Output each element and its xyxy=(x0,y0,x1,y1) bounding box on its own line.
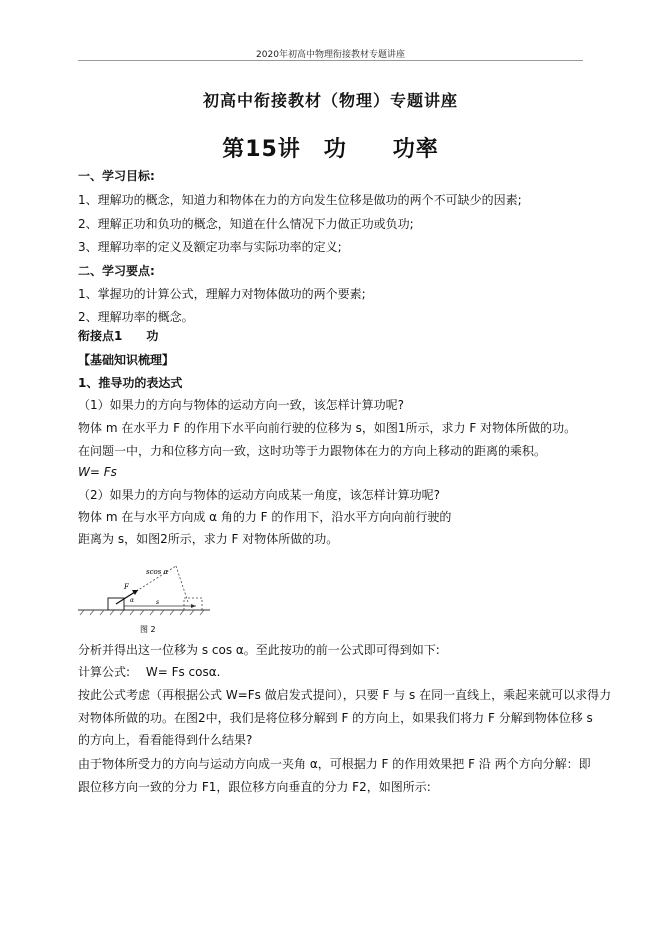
label-s: s xyxy=(156,599,160,606)
subsection-heading: 衔接点1 功 xyxy=(78,329,159,343)
text-line: 2、理解功率的概念。 xyxy=(78,310,194,324)
label-F: F xyxy=(124,583,129,591)
text-line: 物体 m 在水平力 F 的作用下水平向前行驶的位移为 s，如图1所示，求力 F 对物体所做的功。 xyxy=(78,421,577,435)
text-line: 的方向上，看看能得到什么结果? xyxy=(78,733,253,747)
block-end xyxy=(184,598,202,610)
text-line: 1、理解功的概念，知道力和物体在力的方向发生位移是做功的两个不可缺少的因素; xyxy=(78,193,522,207)
ground-hatch xyxy=(80,610,204,615)
text-line: 2、理解正功和负功的概念，知道在什么情况下力做正功或负功; xyxy=(78,217,414,231)
subsection-heading: 1、推导功的表达式 xyxy=(78,376,183,390)
formula-line: 计算公式: W= Fs cosα. xyxy=(78,665,221,679)
text-line: 对物体所做的功。在图2中，我们是将位移分解到 F 的方向上，如果我们将力 F 分解到物体位移 s xyxy=(78,711,593,725)
text-line: 按此公式考虑（再根据公式 W=Fs 做启发式提问），只要 F 与 s 在同一直线上，乘起来就可以求得力 xyxy=(78,688,612,702)
lecture-title: 第15讲 功 功率 xyxy=(222,137,439,162)
label-scos: scos α xyxy=(146,568,169,576)
section-heading: 一、学习目标: xyxy=(78,169,155,183)
force-diagram xyxy=(78,560,218,640)
text-line: 跟位移方向一致的分力 F1，跟位移方向垂直的分力 F2，如图所示: xyxy=(78,780,431,794)
text-line: 1、掌握功的计算公式，理解力对物体做功的两个要素; xyxy=(78,287,366,301)
displacement-arrow-head xyxy=(191,604,196,608)
projection-line xyxy=(176,566,188,602)
text-line: 分析并得出这一位移为 s cos α。至此按功的前一公式即可得到如下: xyxy=(78,643,440,657)
label-alpha: α xyxy=(130,597,135,604)
force-arrow-head xyxy=(132,590,138,595)
text-line: 在问题一中，力和位移方向一致，这时功等于力跟物体在力的方向上移动的距离的乘积。 xyxy=(78,444,547,458)
figure-caption: 图 2 xyxy=(140,625,156,634)
text-line: 距离为 s，如图2所示，求力 F 对物体所做的功。 xyxy=(78,532,339,546)
text-line: 物体 m 在与水平方向成 α 角的力 F 的作用下，沿水平方向向前行驶的 xyxy=(78,510,452,524)
text-line: 3、理解功率的定义及额定功率与实际功率的定义; xyxy=(78,240,342,254)
header-rule xyxy=(78,60,583,61)
text-line: （1）如果力的方向与物体的运动方向一致，该怎样计算功呢? xyxy=(78,398,405,412)
section-heading: 二、学习要点: xyxy=(78,264,155,278)
document-title: 初高中衔接教材（物理）专题讲座 xyxy=(202,91,458,110)
formula-line: W= Fs xyxy=(78,465,117,479)
figure-2 xyxy=(78,560,218,644)
text-line: （2）如果力的方向与物体的运动方向成某一角度，该怎样计算功呢? xyxy=(78,488,441,502)
running-header: 2020年初高中物理衔接教材专题讲座 xyxy=(256,50,405,60)
subsection-heading: 【基础知识梳理】 xyxy=(78,353,175,367)
text-line: 由于物体所受力的方向与运动方向成一夹角 α，可根据力 F 的作用效果把 F 沿 两个方向分解：即 xyxy=(78,757,591,771)
